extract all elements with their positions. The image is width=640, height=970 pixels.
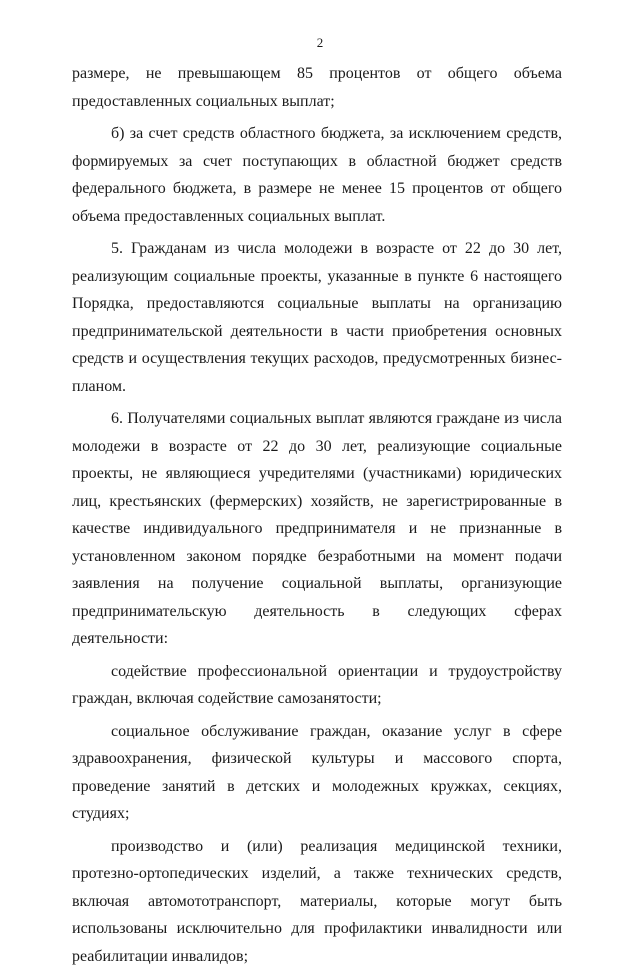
paragraph-item-5: 5. Гражданам из числа молодежи в возрасте от 22 до 30 лет, реализующим социальные проекты, указанные в пункте 6 настоящего Порядка, предоставляются социальные выплаты на организацию предпринимательской деятельности в части приобретения основных средств и осуществления текущих расходов, предусмотренных бизнес-планом.	[72, 235, 562, 400]
list-item-medical-equipment: производство и (или) реализация медицинской техники, протезно-ортопедических изделий, а также технических средств, включая автомототранспорт, материалы, которые могут быть использованы исключительно для профилактики инвалидности или реабилитации инвалидов;	[72, 833, 562, 970]
paragraph-item-b: б) за счет средств областного бюджета, за исключением средств, формируемых за счет поступающих в областной бюджет средств федерального бюджета, в размере не менее 15 процентов от общего объема предоставленных социальных выплат.	[72, 120, 562, 230]
page-number: 2	[0, 35, 640, 51]
paragraph-item-6: 6. Получателями социальных выплат являются граждане из числа молодежи в возрасте от 22 до 30 лет, реализующие социальные проекты, не являющиеся учредителями (участниками) юридических лиц, крестьянских (фермерских) хозяйств, не зарегистрированные в качестве индивидуального предпринимателя и не признанные в установленном законом порядке безработными на момент подачи заявления на получение социальной выплаты, организующие предпринимательскую деятельность в следующих сферах деятельности:	[72, 405, 562, 653]
list-item-career-guidance: содействие профессиональной ориентации и трудоустройству граждан, включая содействие самозанятости;	[72, 658, 562, 713]
document-body	[72, 60, 562, 970]
list-item-social-services: социальное обслуживание граждан, оказание услуг в сфере здравоохранения, физической культуры и массового спорта, проведение занятий в детских и молодежных кружках, секциях, студиях;	[72, 718, 562, 828]
paragraph-continuation: размере, не превышающем 85 процентов от общего объема предоставленных социальных выплат;	[72, 60, 562, 115]
